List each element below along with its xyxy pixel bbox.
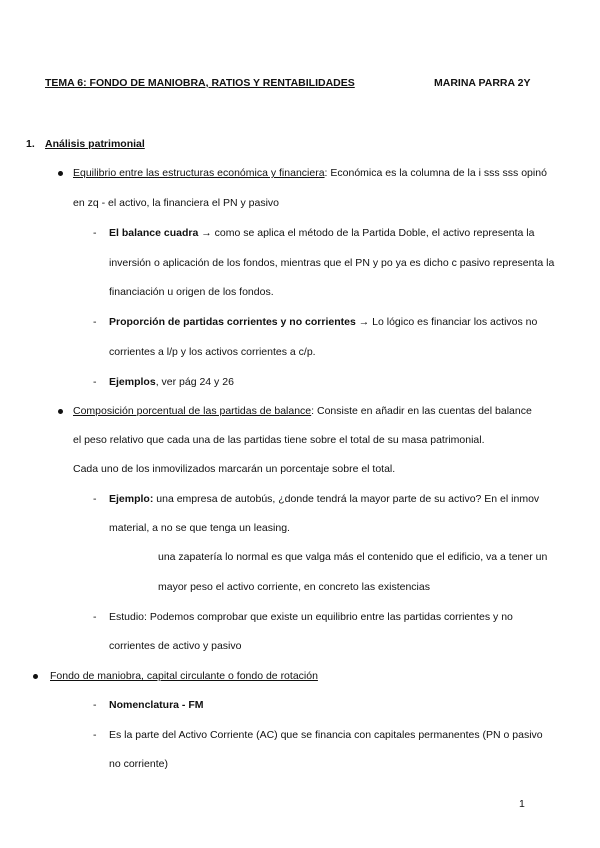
sub-item-3-bold: Ejemplos — [109, 376, 156, 388]
bullet-2-line-1 — [73, 404, 532, 418]
bullet-2-text: : Consiste en añadir en las cuentas del balance — [311, 405, 532, 417]
sub-item-1-text: → como se aplica el método de la Partida Doble, el activo representa la — [198, 227, 535, 239]
study-line-2: corrientes de activo y pasivo — [109, 640, 242, 652]
sub-item-3-line-1 — [109, 375, 234, 389]
definition-line-2: no corriente) — [109, 758, 168, 770]
document-author: MARINA PARRA 2Y — [434, 77, 531, 89]
example-bold: Ejemplo: — [109, 493, 154, 505]
page-number: 1 — [519, 798, 525, 810]
bullet-2-line-3: Cada uno de los inmovilizados marcarán un porcentaje sobre el total. — [73, 463, 396, 475]
sub-item-2-line-1 — [109, 315, 537, 329]
sub-item-2-text: → Lo lógico es financiar los activos no — [355, 316, 538, 328]
section-number: 1. — [26, 138, 35, 150]
example-line-2: material, a no se que tenga un leasing. — [109, 522, 290, 534]
bullet-1-line-2: en zq - el activo, la financiera el PN y pasivo — [73, 197, 280, 209]
section-title: Análisis patrimonial — [45, 138, 145, 150]
sub-item-1-line-2: inversión o aplicación de los fondos, mientras que el PN y po ya es dicho c pasivo representa la — [109, 257, 555, 269]
example-text: una empresa de autobús, ¿donde tendrá la mayor parte de su activo? En el inmov — [153, 493, 540, 505]
bullet-icon — [58, 409, 63, 414]
dash-marker: - — [93, 729, 97, 741]
sub-item-2-line-2: corrientes a l/p y los activos corrientes a c/p. — [109, 346, 316, 358]
document-title: TEMA 6: FONDO DE MANIOBRA, RATIOS Y RENTABILIDADES — [45, 77, 355, 89]
bullet-2-heading: Composición porcentual de las partidas de balance — [73, 405, 312, 417]
study-line-1: Estudio: Podemos comprobar que existe un equilibrio entre las partidas corrientes y no — [109, 611, 513, 623]
bullet-icon — [33, 674, 38, 679]
dash-marker: - — [93, 699, 97, 711]
dash-marker: - — [93, 493, 97, 505]
sub-item-1-line-1 — [109, 226, 534, 240]
bullet-2-line-2: el peso relativo que cada una de las partidas tiene sobre el total de su masa patrimonial. — [73, 434, 485, 446]
definition-line-1: Es la parte del Activo Corriente (AC) que se financia con capitales permanentes (PN o pasivo — [109, 729, 543, 741]
bullet-1-line-1 — [73, 166, 547, 180]
bullet-3-heading: Fondo de maniobra, capital circulante o fondo de rotación — [50, 670, 318, 682]
bullet-1-text: : Económica es la columna de la i sss sss opinó — [324, 167, 547, 179]
example-line-3: una zapatería lo normal es que valga más el contenido que el edificio, va a tener un — [158, 551, 548, 563]
sub-item-1-bold: El balance cuadra — [109, 227, 199, 239]
dash-marker: - — [93, 376, 97, 388]
nomenclature-text: Nomenclatura - FM — [109, 699, 204, 711]
dash-marker: - — [93, 316, 97, 328]
dash-marker: - — [93, 611, 97, 623]
bullet-1-heading: Equilibrio entre las estructuras económica y financiera — [73, 167, 325, 179]
example-line-4: mayor peso el activo corriente, en concreto las existencias — [158, 581, 430, 593]
sub-item-1-line-3: financiación u origen de los fondos. — [109, 286, 274, 298]
bullet-icon — [58, 171, 63, 176]
dash-marker: - — [93, 227, 97, 239]
sub-item-3-text: , ver pág 24 y 26 — [155, 376, 234, 388]
example-line-1 — [109, 492, 539, 506]
sub-item-2-bold: Proporción de partidas corrientes y no corrientes — [109, 316, 356, 328]
